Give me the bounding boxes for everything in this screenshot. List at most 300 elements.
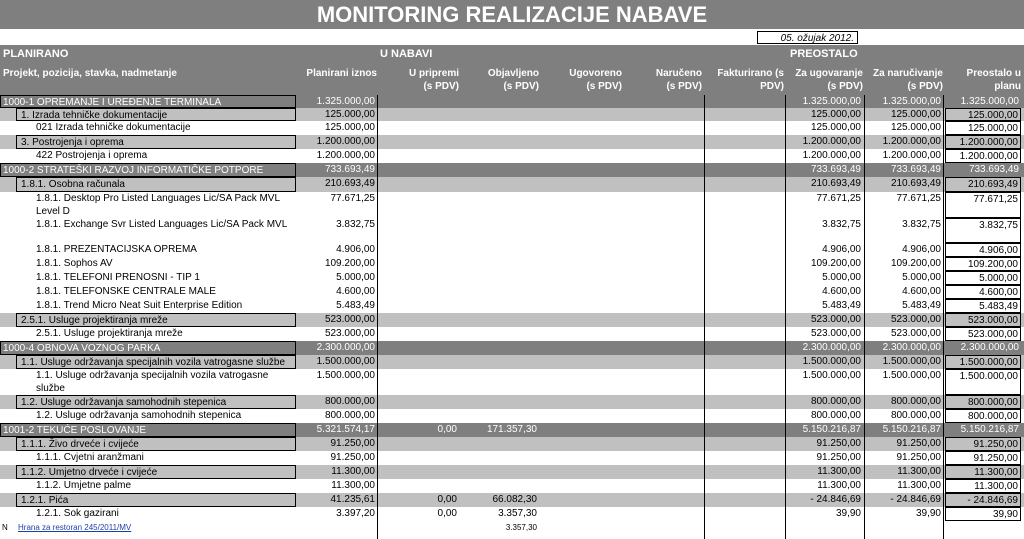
cell-plan: 4.600,00 xyxy=(336,286,375,297)
cell-plan: 523.000,00 xyxy=(324,328,375,339)
cell-preost: 800.000,00 xyxy=(945,409,1021,423)
cell-objav xyxy=(461,121,539,135)
cell-fakt xyxy=(705,135,784,149)
cell-fakt xyxy=(705,521,784,533)
col-header-za-narucivanje[interactable]: Za naručivanje (s PDV) xyxy=(872,68,943,92)
cell-zanar: 800.000,00 xyxy=(890,410,941,421)
cell-zanar: 91.250,00 xyxy=(896,452,941,463)
cell-zaug: 11.300,00 xyxy=(817,480,861,491)
row-marker-cell xyxy=(0,218,16,243)
table-row[interactable] xyxy=(0,423,1024,437)
cell-pripremi xyxy=(380,451,459,465)
cell-zanar: 210.693,49 xyxy=(890,178,941,189)
cell-pripremi xyxy=(380,257,459,271)
cell-ugov xyxy=(543,257,622,271)
cell-zanar: 1.200.000,00 xyxy=(882,136,941,147)
cell-ugov xyxy=(543,299,622,313)
cell-objav xyxy=(461,409,539,423)
row-marker-cell xyxy=(0,437,16,451)
cell-ugov xyxy=(543,285,622,299)
cell-zanar: 11.300,00 xyxy=(897,466,941,477)
cell-fakt xyxy=(705,177,784,192)
cell-pripremi xyxy=(380,218,459,243)
cell-plan: 91.250,00 xyxy=(330,452,375,463)
row-label: 422 Postrojenja i oprema xyxy=(36,150,148,161)
cell-objav xyxy=(461,285,539,299)
table-row[interactable] xyxy=(0,493,1024,507)
column-header-row xyxy=(0,65,1024,95)
cell-preost: 523.000,00 xyxy=(945,327,1021,341)
cell-narc xyxy=(624,149,702,163)
cell-plan: 3.397,20 xyxy=(336,508,375,519)
cell-plan: 1.200.000,00 xyxy=(316,150,375,161)
cell-ugov xyxy=(543,465,622,479)
cell-preost: 1.500.000,00 xyxy=(945,369,1021,395)
table-row[interactable] xyxy=(0,355,1024,369)
cell-pripremi xyxy=(380,95,459,108)
cell-zaug: 800.000,00 xyxy=(810,410,861,421)
cell-fakt xyxy=(705,451,784,465)
row-marker-cell xyxy=(0,465,16,479)
cell-ugov xyxy=(543,341,622,355)
cell-zanar: 39,90 xyxy=(915,508,941,519)
cell-narc xyxy=(624,507,702,521)
row-marker-cell xyxy=(0,507,16,521)
table-row[interactable] xyxy=(0,192,1024,218)
cell-zanar: 5.483,49 xyxy=(902,300,941,311)
cell-ugov xyxy=(543,437,622,451)
cell-zanar: 4.906,00 xyxy=(902,244,941,255)
cell-zanar: 523.000,00 xyxy=(890,328,941,339)
cell-ugov xyxy=(543,521,622,533)
cell-ugov xyxy=(543,135,622,149)
row-label: 1.8.1. PREZENTACIJSKA OPREMA xyxy=(36,244,197,255)
cell-narc xyxy=(624,299,702,313)
cell-fakt xyxy=(705,395,784,409)
table-row[interactable] xyxy=(0,257,1024,271)
cell-plan: 5.321.574,17 xyxy=(316,424,375,435)
cell-zanar: 1.200.000,00 xyxy=(882,150,941,161)
cell-narc xyxy=(624,327,702,341)
cell-ugov xyxy=(543,108,622,121)
cell-fakt xyxy=(705,243,784,257)
table-row[interactable] xyxy=(0,218,1024,243)
cell-preost: 109.200,00 xyxy=(945,257,1021,271)
cell-preost: 11.300,00 xyxy=(945,465,1021,479)
col-header-projekt[interactable]: Projekt, pozicija, stavka, nadmetanje xyxy=(3,68,177,79)
row-label: 1.1.2. Umjetno drveće i cvijeće xyxy=(16,465,296,479)
cell-ugov xyxy=(543,192,622,218)
cell-preost: 39,90 xyxy=(945,507,1021,521)
cell-zaug: 91.250,00 xyxy=(816,438,861,449)
cell-narc xyxy=(624,465,702,479)
cell-fakt xyxy=(705,465,784,479)
row-marker-cell xyxy=(0,243,16,257)
cell-fakt xyxy=(705,409,784,423)
cell-preost xyxy=(945,521,1021,533)
divider-fakt xyxy=(704,95,705,539)
cell-pripremi xyxy=(380,108,459,121)
cell-ugov xyxy=(543,355,622,369)
table-row[interactable] xyxy=(0,437,1024,451)
cell-objav xyxy=(461,327,539,341)
cell-narc xyxy=(624,192,702,218)
table-row[interactable] xyxy=(0,409,1024,423)
row-label: 1.1.1. Cvjetni aranžmani xyxy=(36,452,144,463)
table-row[interactable] xyxy=(0,271,1024,285)
cell-narc xyxy=(624,218,702,243)
cell-ugov xyxy=(543,507,622,521)
row-label: 1.8.1. TELEFONI PRENOSNI - TIP 1 xyxy=(36,272,200,283)
row-label: 1.8.1. Trend Micro Neat Suit Enterprise Edition xyxy=(36,300,243,311)
cell-zanar: - 24.846,69 xyxy=(890,494,941,505)
cell-narc xyxy=(624,271,702,285)
cell-preost: 5.150.216,87 xyxy=(960,424,1019,435)
table-row[interactable] xyxy=(0,163,1024,177)
cell-fakt xyxy=(705,423,784,437)
cell-plan: 11.300,00 xyxy=(331,466,375,477)
cell-objav: 3.357,30 xyxy=(498,508,537,519)
cell-zaug: 5.000,00 xyxy=(822,272,861,283)
cell-narc xyxy=(624,257,702,271)
cell-fakt xyxy=(705,192,784,218)
cell-fakt xyxy=(705,257,784,271)
cell-zaug: 125.000,00 xyxy=(810,122,861,133)
cell-zanar: 5.000,00 xyxy=(902,272,941,283)
table-row[interactable] xyxy=(0,95,1024,108)
cell-objav xyxy=(461,108,539,121)
row-label: Hrana za restoran 245/2011/MV xyxy=(18,523,132,532)
row-label: 1.2. Usluge održavanja samohodnih stepenica xyxy=(36,410,242,421)
cell-objav: 3.357,30 xyxy=(505,523,537,532)
cell-objav xyxy=(461,299,539,313)
cell-pripremi xyxy=(380,135,459,149)
cell-plan: 800.000,00 xyxy=(324,396,375,407)
cell-pripremi xyxy=(380,243,459,257)
table-row[interactable] xyxy=(0,507,1024,521)
cell-preost: 4.906,00 xyxy=(945,243,1021,257)
cell-preost: 1.200.000,00 xyxy=(945,149,1021,163)
cell-fakt xyxy=(705,95,784,108)
cell-objav xyxy=(461,437,539,451)
cell-pripremi xyxy=(380,149,459,163)
cell-pripremi xyxy=(380,271,459,285)
cell-plan: 1.325.000,00 xyxy=(316,96,375,107)
cell-zaug: 733.693,49 xyxy=(810,164,861,175)
cell-objav xyxy=(461,395,539,409)
table-row[interactable] xyxy=(0,521,1024,533)
cell-plan: 800.000,00 xyxy=(324,410,375,421)
table-row[interactable] xyxy=(0,135,1024,149)
col-header-planirani[interactable]: Planirani iznos xyxy=(306,68,377,79)
cell-narc xyxy=(624,493,702,507)
cell-zanar: 1.500.000,00 xyxy=(882,370,941,381)
cell-fakt xyxy=(705,437,784,451)
cell-zaug: 39,90 xyxy=(835,508,861,519)
cell-pripremi xyxy=(380,369,459,395)
cell-preost: 800.000,00 xyxy=(945,395,1021,409)
row-marker-cell xyxy=(0,395,16,409)
cell-preost: 733.693,49 xyxy=(968,164,1019,175)
col-header-naruceno[interactable]: Naručeno (s PDV) xyxy=(655,68,702,92)
cell-zanar: 11.300,00 xyxy=(897,480,941,491)
cell-pripremi xyxy=(380,177,459,192)
cell-pripremi xyxy=(380,121,459,135)
cell-objav xyxy=(461,218,539,243)
cell-objav xyxy=(461,451,539,465)
cell-zanar: 523.000,00 xyxy=(890,314,941,325)
cell-narc xyxy=(624,395,702,409)
cell-zaug: 800.000,00 xyxy=(810,396,861,407)
row-marker-cell: N xyxy=(2,523,8,532)
cell-plan xyxy=(297,521,377,533)
cell-plan: 210.693,49 xyxy=(324,178,375,189)
cell-zaug: 4.600,00 xyxy=(822,286,861,297)
report-date: 05. ožujak 2012. xyxy=(757,31,858,44)
cell-zaug: 5.483,49 xyxy=(822,300,861,311)
cell-pripremi xyxy=(380,327,459,341)
row-label: 1.2.1. Pića xyxy=(16,493,296,507)
cell-zanar: 1.325.000,00 xyxy=(882,96,941,107)
row-label: 1.8.1. TELEFONSKE CENTRALE MALE xyxy=(36,286,216,297)
cell-zanar: 5.150.216,87 xyxy=(882,424,941,435)
table-row[interactable] xyxy=(0,341,1024,355)
cell-zaug: 91.250,00 xyxy=(816,452,861,463)
table-row[interactable] xyxy=(0,243,1024,257)
row-marker-cell xyxy=(0,257,16,271)
row-label: 1.2. Usluge održavanja samohodnih stepenica xyxy=(16,395,296,409)
cell-ugov xyxy=(543,479,622,493)
row-marker-cell xyxy=(0,177,16,192)
cell-narc xyxy=(624,313,702,327)
cell-fakt xyxy=(705,341,784,355)
cell-pripremi xyxy=(380,395,459,409)
cell-ugov xyxy=(543,369,622,395)
cell-zanar: 125.000,00 xyxy=(890,109,941,120)
cell-narc xyxy=(624,423,702,437)
cell-plan: 1.200.000,00 xyxy=(316,136,375,147)
page-title: MONITORING REALIZACIJE NABAVE xyxy=(0,0,1024,29)
cell-preost: 5.483,49 xyxy=(945,299,1021,313)
cell-zaug: 109.200,00 xyxy=(810,258,861,269)
cell-narc xyxy=(624,243,702,257)
table-row[interactable] xyxy=(0,177,1024,192)
cell-plan: 109.200,00 xyxy=(324,258,375,269)
cell-pripremi xyxy=(380,437,459,451)
table-row[interactable] xyxy=(0,369,1024,395)
cell-narc xyxy=(624,355,702,369)
cell-pripremi xyxy=(380,521,459,533)
row-label: 1.1. Usluge održavanja specijalnih vozila vatrogasne službe xyxy=(16,355,296,369)
cell-zaug: 1.500.000,00 xyxy=(802,370,861,381)
cell-preost: 2.300.000,00 xyxy=(960,342,1019,353)
section-header-bar xyxy=(0,45,1024,65)
row-marker-cell xyxy=(0,135,16,149)
cell-narc xyxy=(624,108,702,121)
cell-fakt xyxy=(705,369,784,395)
cell-preost: 210.693,49 xyxy=(945,177,1021,192)
row-marker-cell xyxy=(0,121,16,135)
row-label: 1.1.1. Živo drveće i cvijeće xyxy=(16,437,296,451)
col-header-ugovoreno[interactable]: Ugovoreno (s PDV) xyxy=(569,68,622,92)
cell-preost: 91.250,00 xyxy=(945,437,1021,451)
col-header-preostalo-u-planu[interactable]: Preostalo u planu xyxy=(966,68,1021,92)
cell-narc xyxy=(624,451,702,465)
cell-pripremi: 0,00 xyxy=(437,424,457,435)
cell-fakt xyxy=(705,121,784,135)
cell-zanar: 91.250,00 xyxy=(896,438,941,449)
cell-zaug: 1.325.000,00 xyxy=(802,96,861,107)
cell-preost: 523.000,00 xyxy=(945,313,1021,327)
cell-preost: - 24.846,69 xyxy=(945,493,1021,507)
cell-plan: 5.483,49 xyxy=(336,300,375,311)
table-row[interactable] xyxy=(0,108,1024,121)
cell-ugov xyxy=(543,313,622,327)
cell-fakt xyxy=(705,108,784,121)
cell-zanar: 733.693,49 xyxy=(890,164,941,175)
cell-objav xyxy=(461,95,539,108)
cell-pripremi xyxy=(380,299,459,313)
row-marker-cell xyxy=(0,285,16,299)
cell-objav xyxy=(461,192,539,218)
cell-zaug: 210.693,49 xyxy=(810,178,861,189)
table-row[interactable] xyxy=(0,327,1024,341)
cell-fakt xyxy=(705,313,784,327)
table-row[interactable] xyxy=(0,149,1024,163)
cell-objav xyxy=(461,135,539,149)
cell-zanar: 109.200,00 xyxy=(890,258,941,269)
cell-preost: 1.325.000,00 xyxy=(960,96,1019,107)
cell-zaug: 523.000,00 xyxy=(810,314,861,325)
section-preostalo: PREOSTALO xyxy=(790,48,858,60)
cell-zaug: 1.500.000,00 xyxy=(802,356,861,367)
cell-ugov xyxy=(543,423,622,437)
table-row[interactable] xyxy=(0,313,1024,327)
cell-fakt xyxy=(705,218,784,243)
cell-zaug: 125.000,00 xyxy=(810,109,861,120)
cell-ugov xyxy=(543,149,622,163)
cell-pripremi xyxy=(380,163,459,177)
table-row[interactable] xyxy=(0,395,1024,409)
cell-preost: 91.250,00 xyxy=(945,451,1021,465)
divider-zanar xyxy=(864,95,865,539)
cell-fakt xyxy=(705,163,784,177)
table-row[interactable] xyxy=(0,465,1024,479)
cell-objav xyxy=(461,369,539,395)
col-header-u-pripremi[interactable]: U pripremi (s PDV) xyxy=(408,68,459,92)
cell-fakt xyxy=(705,327,784,341)
cell-plan: 91.250,00 xyxy=(330,438,375,449)
cell-narc xyxy=(624,121,702,135)
row-label: 1000-2 STRATEŠKI RAZVOJ INFORMATIČKE POTPORE xyxy=(0,163,296,177)
cell-zaug: 3.832,75 xyxy=(822,219,861,230)
cell-zaug: 4.906,00 xyxy=(822,244,861,255)
cell-objav: 66.082,30 xyxy=(492,494,537,505)
cell-zanar xyxy=(866,521,943,533)
cell-fakt xyxy=(705,479,784,493)
cell-fakt xyxy=(705,271,784,285)
cell-plan: 1.500.000,00 xyxy=(316,356,375,367)
cell-ugov xyxy=(543,395,622,409)
cell-zanar: 125.000,00 xyxy=(890,122,941,133)
cell-pripremi xyxy=(380,409,459,423)
cell-objav xyxy=(461,177,539,192)
table-row[interactable] xyxy=(0,451,1024,465)
cell-fakt xyxy=(705,299,784,313)
cell-pripremi: 0,00 xyxy=(437,494,457,505)
cell-pripremi: 0,00 xyxy=(437,508,457,519)
cell-ugov xyxy=(543,218,622,243)
divider-preost xyxy=(943,95,944,539)
cell-narc xyxy=(624,163,702,177)
row-label: 1.8.1. Sophos AV xyxy=(36,258,113,269)
cell-pripremi xyxy=(380,285,459,299)
cell-plan: 2.300.000,00 xyxy=(316,342,375,353)
cell-zaug: 1.200.000,00 xyxy=(802,150,861,161)
cell-pripremi xyxy=(380,479,459,493)
cell-narc xyxy=(624,135,702,149)
cell-preost: 77.671,25 xyxy=(945,192,1021,218)
table-row[interactable] xyxy=(0,479,1024,493)
cell-ugov xyxy=(543,409,622,423)
cell-ugov xyxy=(543,121,622,135)
row-marker-cell xyxy=(0,355,16,369)
cell-plan: 11.300,00 xyxy=(331,480,375,491)
cell-zanar: 77.671,25 xyxy=(896,193,941,204)
cell-plan: 4.906,00 xyxy=(336,244,375,255)
cell-objav xyxy=(461,313,539,327)
cell-fakt xyxy=(705,355,784,369)
table-row[interactable] xyxy=(0,299,1024,313)
row-marker-cell xyxy=(0,149,16,163)
table-row[interactable] xyxy=(0,285,1024,299)
row-label: 1.2.1. Sok gazirani xyxy=(36,508,119,519)
cell-zanar: 1.500.000,00 xyxy=(882,356,941,367)
cell-zaug: 1.200.000,00 xyxy=(802,136,861,147)
cell-objav: 171.357,30 xyxy=(486,424,537,435)
table-row[interactable] xyxy=(0,121,1024,135)
row-marker-cell xyxy=(0,409,16,423)
cell-preost: 4.600,00 xyxy=(945,285,1021,299)
row-label: 1.1. Usluge održavanja specijalnih vozila vatrogasne službe xyxy=(36,370,269,394)
divider-plan xyxy=(377,95,378,539)
cell-narc xyxy=(624,341,702,355)
cell-objav xyxy=(461,163,539,177)
cell-zaug: 5.150.216,87 xyxy=(802,424,861,435)
cell-zaug: 523.000,00 xyxy=(810,328,861,339)
cell-plan: 125.000,00 xyxy=(324,122,375,133)
col-header-objavljeno[interactable]: Objavljeno (s PDV) xyxy=(487,68,539,92)
cell-pripremi xyxy=(380,465,459,479)
col-header-fakturirano[interactable]: Fakturirano (s PDV) xyxy=(717,68,784,92)
cell-zaug xyxy=(787,521,863,533)
cell-plan: 3.832,75 xyxy=(336,219,375,230)
cell-ugov xyxy=(543,177,622,192)
row-marker-cell xyxy=(0,369,16,395)
row-label: 1.1.2. Umjetne palme xyxy=(36,480,132,491)
cell-plan: 125.000,00 xyxy=(324,109,375,120)
cell-objav xyxy=(461,271,539,285)
cell-ugov xyxy=(543,95,622,108)
cell-ugov xyxy=(543,493,622,507)
cell-plan: 733.693,49 xyxy=(324,164,375,175)
col-header-za-ugovaranje[interactable]: Za ugovaranje (s PDV) xyxy=(795,68,863,92)
cell-pripremi xyxy=(380,355,459,369)
section-planirano: PLANIRANO xyxy=(3,48,69,60)
cell-ugov xyxy=(543,451,622,465)
cell-zaug: - 24.846,69 xyxy=(810,494,861,505)
row-marker-cell xyxy=(0,327,16,341)
